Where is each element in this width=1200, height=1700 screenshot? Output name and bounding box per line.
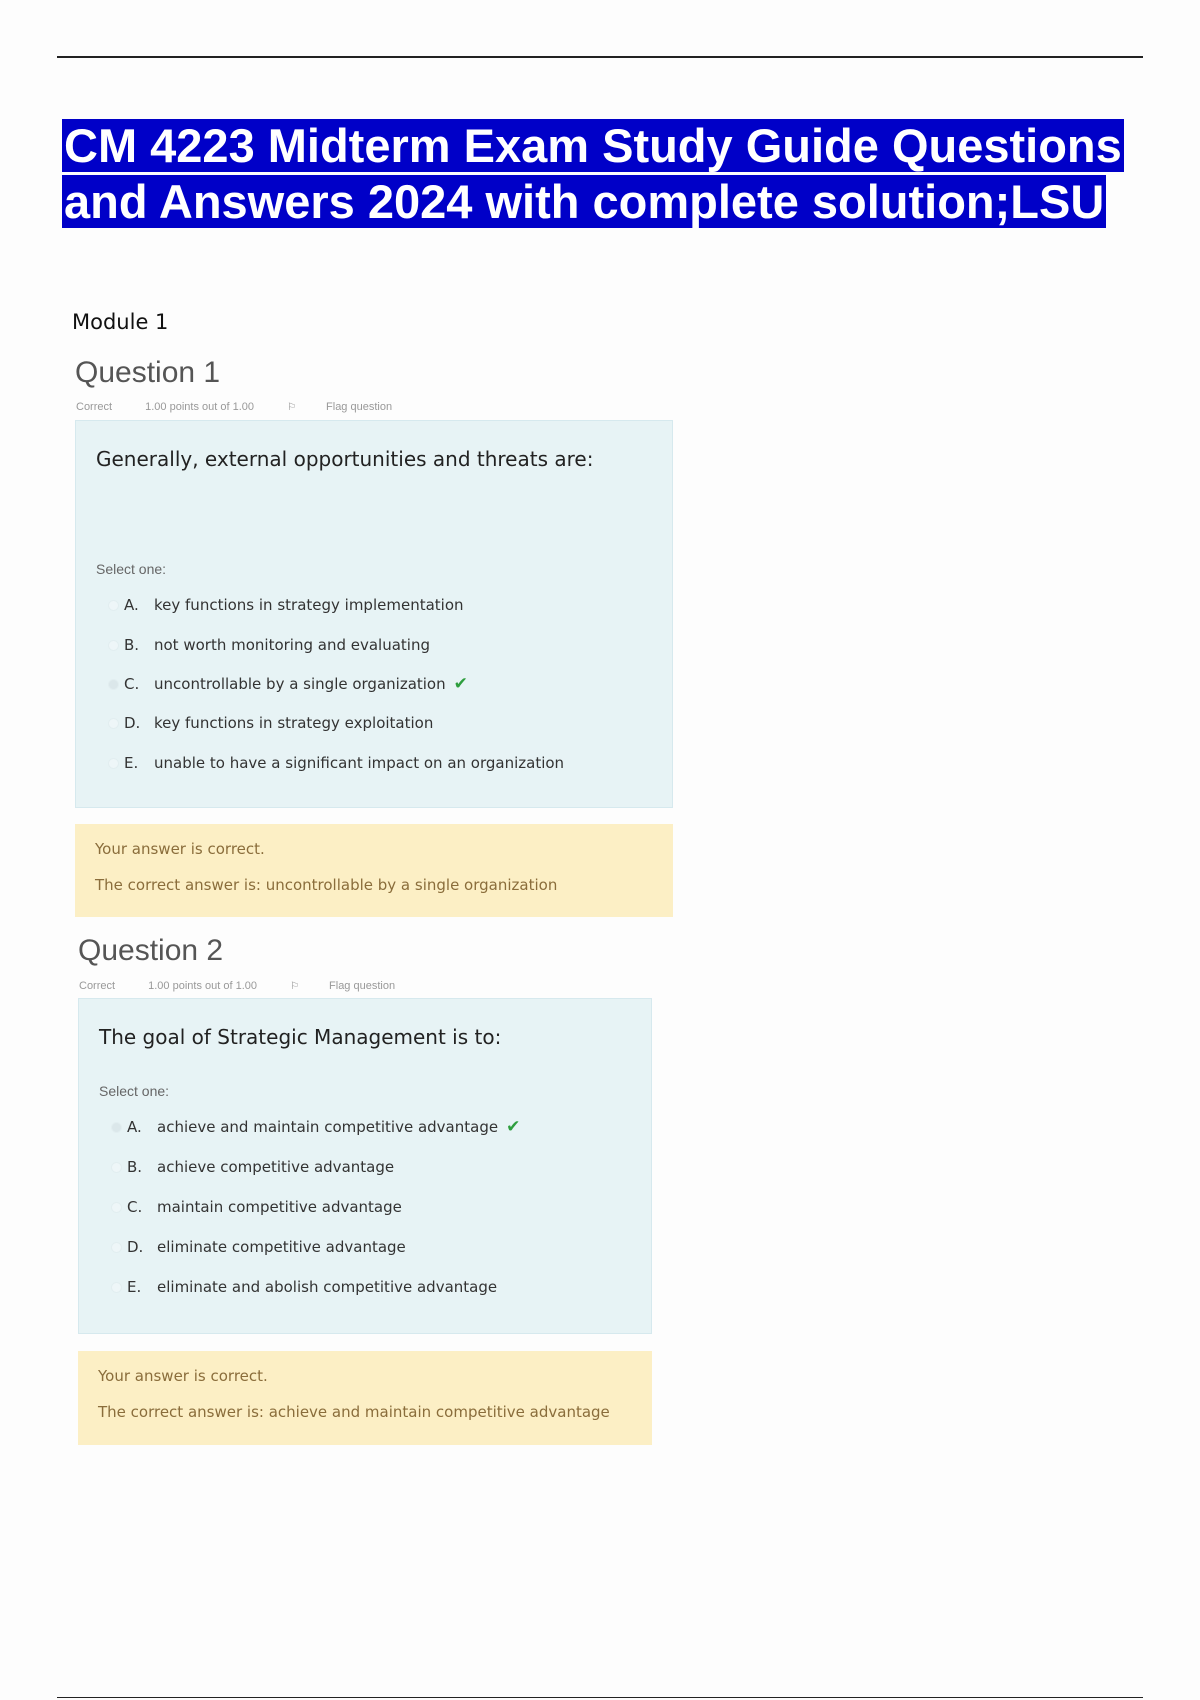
option-text: key functions in strategy exploitation xyxy=(154,714,434,732)
top-rule xyxy=(57,56,1143,58)
title-line-2: and Answers 2024 with complete solution;LSU xyxy=(64,175,1105,228)
question-2-option-d[interactable] xyxy=(111,1235,406,1259)
question-2-text: The goal of Strategic Management is to: xyxy=(99,1025,502,1049)
question-1-feedback xyxy=(75,824,673,917)
flag-icon: ⚐ xyxy=(290,981,300,992)
flag-icon: ⚐ xyxy=(287,402,297,413)
option-text: achieve competitive advantage xyxy=(157,1158,395,1176)
question-2-heading: Question 2 xyxy=(78,934,224,967)
option-letter: D. xyxy=(124,714,141,732)
option-text: maintain competitive advantage xyxy=(157,1198,402,1216)
question-2-option-b[interactable] xyxy=(111,1155,394,1179)
radio-button[interactable] xyxy=(108,640,119,651)
option-text: unable to have a significant impact on an organization xyxy=(154,754,565,772)
option-text: eliminate competitive advantage xyxy=(157,1238,406,1256)
question-2-option-e[interactable] xyxy=(111,1275,497,1299)
option-letter: D. xyxy=(127,1238,144,1256)
bottom-rule xyxy=(57,1697,1143,1698)
question-2-option-c[interactable] xyxy=(111,1195,402,1219)
feedback-status: Your answer is correct. xyxy=(98,1367,268,1385)
option-text: uncontrollable by a single organization xyxy=(154,675,446,693)
question-1-box xyxy=(75,420,673,808)
module-label: Module 1 xyxy=(72,310,169,334)
option-letter: B. xyxy=(127,1158,143,1176)
question-1-option-b[interactable] xyxy=(108,633,430,657)
radio-button[interactable] xyxy=(108,718,119,729)
option-text: eliminate and abolish competitive advantage xyxy=(157,1278,498,1296)
option-letter: E. xyxy=(124,754,139,772)
question-2-option-a[interactable] xyxy=(111,1115,520,1139)
question-1-meta xyxy=(76,401,452,413)
radio-button[interactable] xyxy=(108,600,119,611)
question-2-select-label: Select one: xyxy=(99,1083,170,1099)
check-icon: ✔ xyxy=(506,1117,521,1137)
radio-button[interactable] xyxy=(111,1202,122,1213)
question-1-flag[interactable] xyxy=(287,401,422,413)
radio-button[interactable] xyxy=(111,1242,122,1253)
option-letter: E. xyxy=(127,1278,142,1296)
question-2-feedback xyxy=(78,1351,652,1445)
flag-question-label: Flag question xyxy=(329,980,396,992)
question-2-flag[interactable] xyxy=(290,980,425,992)
question-2-meta xyxy=(79,980,455,992)
option-letter: C. xyxy=(127,1198,143,1216)
question-2-status: Correct xyxy=(79,980,116,992)
document-title xyxy=(62,118,1152,230)
radio-button[interactable] xyxy=(108,758,119,769)
radio-button-selected[interactable] xyxy=(108,679,119,690)
radio-button[interactable] xyxy=(111,1282,122,1293)
question-2-points: 1.00 points out of 1.00 xyxy=(148,980,257,992)
flag-question-label: Flag question xyxy=(326,401,393,413)
question-1-option-d[interactable] xyxy=(108,711,433,735)
option-text: not worth monitoring and evaluating xyxy=(154,636,430,654)
feedback-status: Your answer is correct. xyxy=(95,840,265,858)
question-1-text: Generally, external opportunities and threats are: xyxy=(96,447,594,471)
feedback-correct-answer: The correct answer is: achieve and maintain competitive advantage xyxy=(98,1403,610,1421)
question-1-select-label: Select one: xyxy=(96,561,167,577)
option-letter: A. xyxy=(124,596,139,614)
question-1-points: 1.00 points out of 1.00 xyxy=(145,401,254,413)
question-1-option-e[interactable] xyxy=(108,751,564,775)
question-1-option-a[interactable] xyxy=(108,593,464,617)
question-1-option-c[interactable] xyxy=(108,672,468,696)
radio-button[interactable] xyxy=(111,1162,122,1173)
option-letter: A. xyxy=(127,1118,142,1136)
question-2-box xyxy=(78,998,652,1334)
question-1-status: Correct xyxy=(76,401,113,413)
option-text: key functions in strategy implementation xyxy=(154,596,464,614)
title-line-1: CM 4223 Midterm Exam Study Guide Questions xyxy=(64,119,1122,172)
option-text: achieve and maintain competitive advantage xyxy=(157,1118,499,1136)
feedback-correct-answer: The correct answer is: uncontrollable by a single organization xyxy=(95,876,558,894)
option-letter: C. xyxy=(124,675,140,693)
radio-button-selected[interactable] xyxy=(111,1122,122,1133)
question-1-heading: Question 1 xyxy=(75,356,221,389)
check-icon: ✔ xyxy=(453,674,468,694)
option-letter: B. xyxy=(124,636,140,654)
